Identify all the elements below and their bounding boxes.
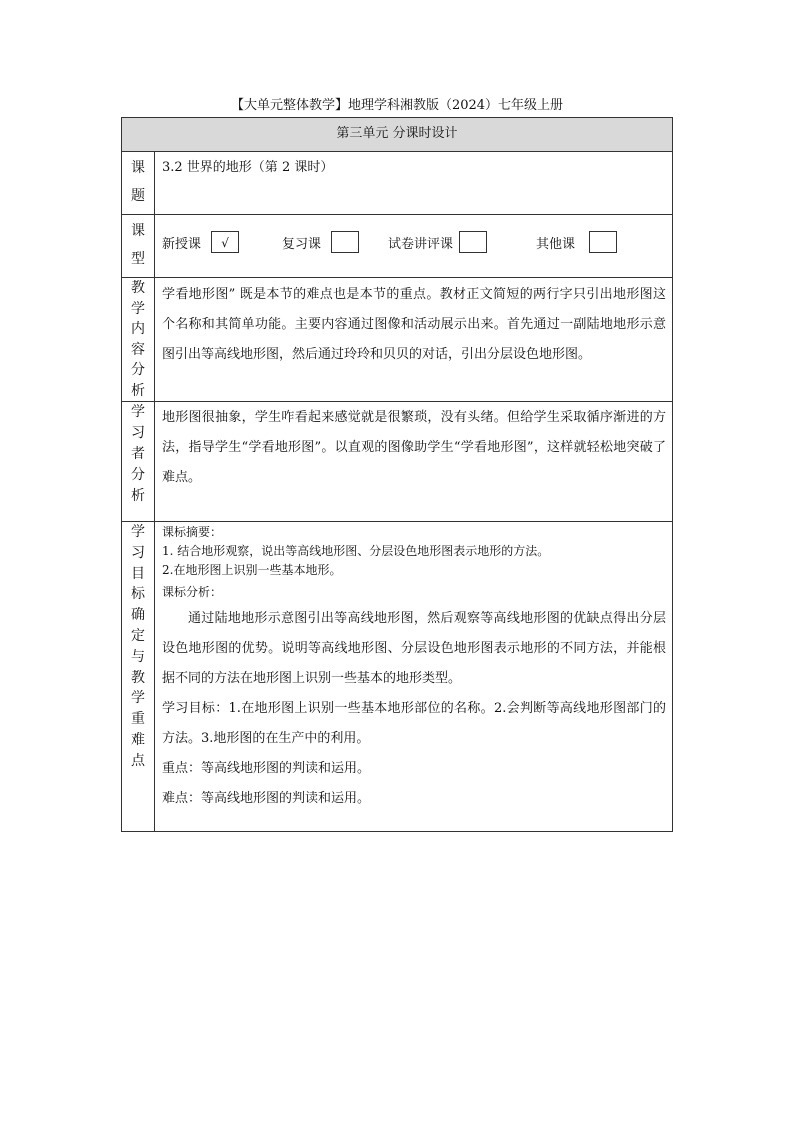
lesson-type-label: 课 型 xyxy=(122,215,155,277)
goals-text: 学习目标：1.在地形图上识别一些基本地形部位的名称。2.会判断等高线地形图部门的方法。3.地形图的在生产中的利用。 xyxy=(162,701,666,746)
summary-title: 课标摘要： xyxy=(162,525,223,539)
unit-header: 第三单元 分课时设计 xyxy=(122,118,672,151)
learner-label: 学 习 者 分 析 xyxy=(122,402,155,521)
lesson-type-review: 复习课 xyxy=(282,231,359,253)
summary-item: 1. 结合地形观察，说出等高线地形图、分层设色地形图表示地形的方法。 xyxy=(162,544,550,558)
objectives-value xyxy=(156,522,672,831)
topic-row xyxy=(122,151,672,214)
analysis-text: 通过陆地地形示意图引出等高线地形图，然后观察等高线地形图的优缺点得出分层设色地形图的优势。说明等高线地形图、分层设色地形图表示地形的不同方法，并能根据不同的方法在地形图上识别一些基本的地形类型。 xyxy=(162,611,666,686)
analysis-title: 课标分析： xyxy=(162,585,223,599)
objectives-row xyxy=(122,521,672,831)
lesson-type-new-checkbox[interactable]: √ xyxy=(211,231,239,253)
lesson-type-new: 新授课 √ xyxy=(162,231,239,253)
summary-item: 2.在地形图上识别一些基本地形。 xyxy=(162,563,342,577)
difficult-point: 难点：等高线地形图的判读和运用。 xyxy=(162,791,371,806)
teaching-content-row xyxy=(122,277,672,401)
learner-row xyxy=(122,401,672,521)
topic-value: 3.2 世界的地形（第 2 课时） xyxy=(162,160,334,175)
learner-value: 地形图很抽象，学生咋看起来感觉就是很繁琐，没有头绪。但给学生采取循序渐进的方法，指导学生“学看地形图”。以直观的图像助学生“学看地形图”，这样就轻松地突破了难点。 xyxy=(162,410,666,485)
topic-label: 课 题 xyxy=(122,152,155,214)
lesson-type-review-checkbox[interactable] xyxy=(331,231,359,253)
objectives-label: 学 习 目 标 确 定 与 教 学 重 难 点 xyxy=(122,522,155,831)
lesson-type-other-checkbox[interactable] xyxy=(589,231,617,253)
key-point: 重点：等高线地形图的判读和运用。 xyxy=(162,761,371,776)
document-title: 【大单元整体教学】地理学科湘教版（2024）七年级上册 xyxy=(230,98,564,113)
teaching-content-value: 学看地形图” 既是本节的难点也是本节的重点。教材正文简短的两行字只引出地形图这个名称和其简单功能。主要内容通过图像和活动展示出来。首先通过一副陆地地形示意图引出等高线地形图，然后通过玲玲和贝贝的对话，引出分层设色地形图。 xyxy=(162,287,666,362)
lesson-type-row xyxy=(122,214,672,277)
lesson-type-options xyxy=(156,215,672,277)
teaching-content-label: 教 学 内 容 分 析 xyxy=(122,278,155,401)
lesson-type-exam-review: 试卷讲评课 xyxy=(388,231,487,253)
lesson-type-other: 其他课 xyxy=(536,231,617,253)
lesson-type-exam-review-checkbox[interactable] xyxy=(459,231,487,253)
lesson-plan-table xyxy=(121,117,673,832)
